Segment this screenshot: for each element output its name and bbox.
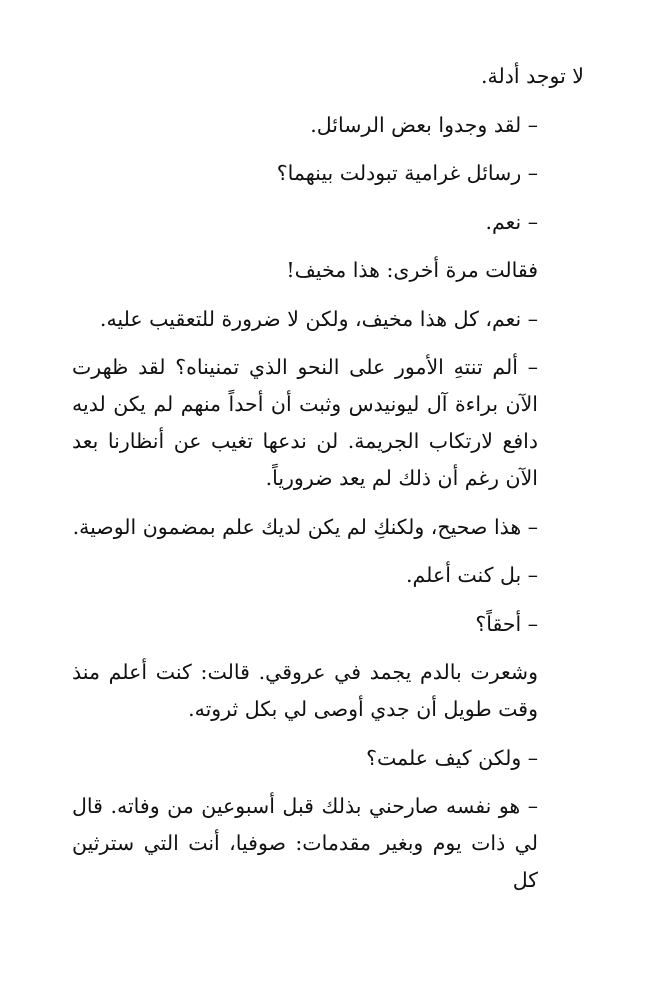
paragraph-1: لا توجد أدلة.: [480, 64, 584, 88]
paragraph-10: – أحقاً؟: [475, 611, 538, 636]
paragraph-12: – ولكن كيف علمت؟: [366, 745, 538, 770]
paragraph-7: – ألم تنتهِ الأمور على النحو الذي تمنيناه؟ لقد ظهرت الآن براءة آل ليونيدس وثبت أن أحداً منهم لم يكن لديه دافع لارتكاب الجريمة. لن ندعها تغيب عن أنظارنا بعد الآن رغم أن ذلك لم يعد ضرورياً.: [72, 355, 538, 490]
book-page: [72, 58, 584, 911]
paragraph-3: – رسائل غرامية تبودلت بينهما؟: [276, 161, 538, 185]
paragraph-13: – هو نفسه صارحني بذلك قبل أسبوعين من وفاته. قال لي ذات يوم وبغير مقدمات: صوفيا، أنت التي سترثين كل: [72, 794, 538, 892]
paragraph-2: – لقد وجدوا بعض الرسائل.: [310, 112, 538, 137]
paragraph-9: – بل كنت أعلم.: [406, 563, 538, 587]
paragraph-8: – هذا صحيح، ولكنكِ لم يكن لديك علم بمضمون الوصية.: [72, 514, 538, 539]
paragraph-6: – نعم، كل هذا مخيف، ولكن لا ضرورة للتعقيب عليه.: [99, 306, 538, 331]
paragraph-11: وشعرت بالدم يجمد في عروقي. قالت: كنت أعلم منذ وقت طويل أن جدي أوصى لي بكل ثروته.: [72, 660, 538, 721]
paragraph-5: فقالت مرة أخرى: هذا مخيف!: [286, 258, 538, 282]
paragraph-4: – نعم.: [485, 209, 538, 234]
